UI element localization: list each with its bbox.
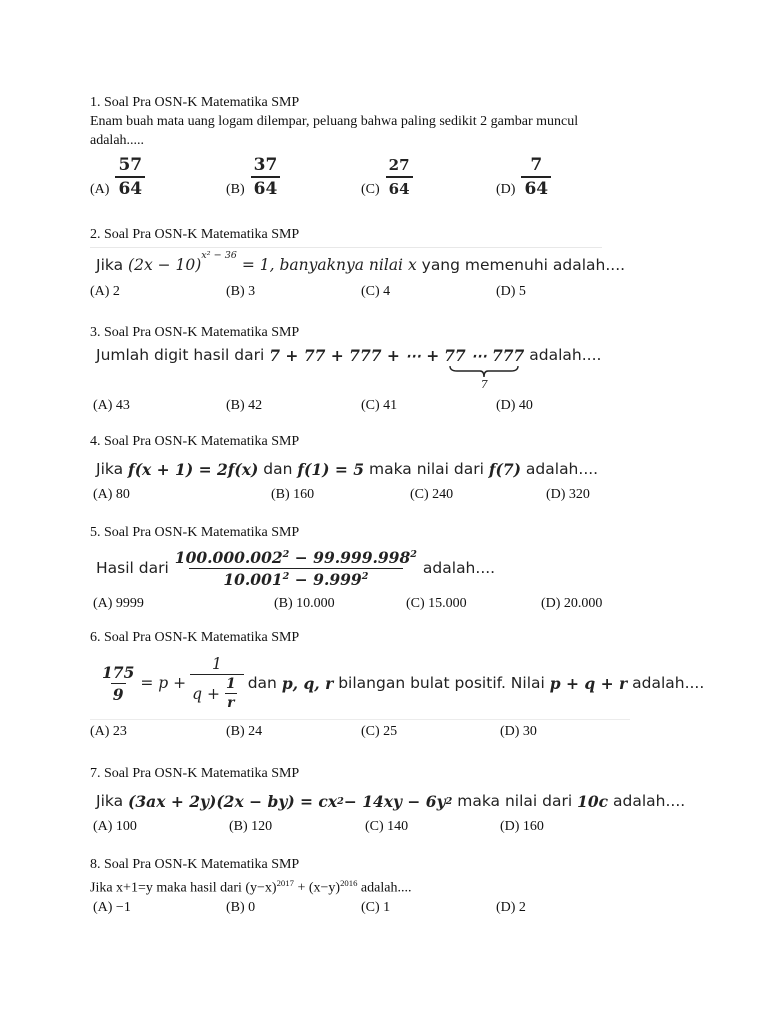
option-b: (B) 42 xyxy=(226,398,263,413)
answer-options xyxy=(90,396,650,416)
question-4 xyxy=(90,433,650,505)
option-b: (B) $\frac{37}{64}$ xyxy=(226,154,280,200)
answer-options xyxy=(90,282,650,302)
answer-options xyxy=(90,485,650,505)
option-c: (C) 15.000 xyxy=(406,596,467,611)
option-d: (D) 160 xyxy=(500,819,544,834)
option-c: (C) 25 xyxy=(361,724,398,739)
option-b: (B) 10.000 xyxy=(274,596,335,611)
question-title: 3. Soal Pra OSN-K Matematika SMP xyxy=(90,325,300,340)
underbrace xyxy=(449,365,519,379)
option-d: (D) 40 xyxy=(496,398,533,413)
option-c: (C) $\frac{27}{64}$ xyxy=(361,154,413,200)
question-1 xyxy=(90,94,650,202)
option-d: (D) $\frac{7}{64}$ xyxy=(496,154,551,200)
option-c: (C) 1 xyxy=(361,899,391,915)
option-d: (D) 30 xyxy=(500,724,537,739)
question-math: Jika (2x − 10) $^{x^2 - 36}$ = 1, banyaknya nilai x yang memenuhi adalah.... xyxy=(96,249,626,274)
question-math: Jika f(x + 1) = 2f(x) dan f(1) = 5 maka nilai dari f(7) adalah.... xyxy=(96,459,599,479)
question-math: Hasil dari $\frac{100.000.002^2 - 99.999.998^2}{10.001^2 - 9.999^2}$ adalah.... xyxy=(96,547,496,589)
question-title: 1. Soal Pra OSN-K Matematika SMP xyxy=(90,95,300,110)
option-a: (A) −1 xyxy=(93,899,131,915)
option-c: (C) 41 xyxy=(361,398,398,413)
question-7 xyxy=(90,765,686,837)
option-a: (A) 2 xyxy=(90,284,120,299)
answer-options xyxy=(90,898,650,918)
option-a: (A) $\frac{57}{64}$ xyxy=(90,154,145,200)
option-b: (B) 120 xyxy=(229,819,273,834)
question-3 xyxy=(90,324,650,416)
question-title: 2. Soal Pra OSN-K Matematika SMP xyxy=(90,227,300,242)
option-b: (B) 24 xyxy=(226,724,263,739)
option-b: (B) 3 xyxy=(226,284,256,299)
question-5 xyxy=(90,524,650,614)
question-math: $\frac{175}{9}$ = p + 1 q + $\frac{1}{r}$ dan p, q, r bilangan bulat positif. Nilai p + q + r adalah.... xyxy=(90,647,630,720)
question-math: Jumlah digit hasil dari 7 + 77 + 777 + ⋯ + 77 ⋯ 777 7 adalah.... xyxy=(96,346,602,391)
option-d: (D) 5 xyxy=(496,284,526,299)
question-title: 8. Soal Pra OSN-K Matematika SMP xyxy=(90,857,300,872)
question-8 xyxy=(90,856,650,918)
option-b: (B) 0 xyxy=(226,899,256,915)
option-d: (D) 320 xyxy=(546,487,590,502)
question-6 xyxy=(90,629,705,742)
option-a: (A) 43 xyxy=(93,398,130,413)
option-a: (A) 100 xyxy=(93,819,137,834)
question-text: Enam buah mata uang logam dilempar, peluang bahwa paling sedikit 2 gambar muncul adalah..... xyxy=(90,114,579,148)
answer-options xyxy=(90,722,650,742)
option-a: (A) 9999 xyxy=(93,596,144,611)
option-a: (A) 80 xyxy=(93,487,130,502)
document-page xyxy=(90,94,705,915)
question-title: 5. Soal Pra OSN-K Matematika SMP xyxy=(90,525,300,540)
option-a: (A) 23 xyxy=(90,724,127,739)
option-c: (C) 240 xyxy=(410,487,454,502)
answer-options xyxy=(90,150,650,202)
question-text: Jika x+1=y maka hasil dari $(y-x)^{2017} + (x-y)^{2016}$ adalah.... xyxy=(90,878,412,896)
option-d: (D) 2 xyxy=(496,899,526,915)
option-b: (B) 160 xyxy=(271,487,315,502)
question-title: 6. Soal Pra OSN-K Matematika SMP xyxy=(90,630,300,645)
question-title: 7. Soal Pra OSN-K Matematika SMP xyxy=(90,766,300,781)
answer-options xyxy=(90,817,650,837)
question-title: 4. Soal Pra OSN-K Matematika SMP xyxy=(90,434,300,449)
question-math: Jika (3ax + 2y)(2x − by) = cx 2 − 14xy − 6y 2 maka nilai dari 10c adalah.... xyxy=(96,791,686,811)
question-2 xyxy=(90,226,650,302)
answer-options xyxy=(90,594,650,614)
option-c: (C) 4 xyxy=(361,284,391,299)
option-d: (D) 20.000 xyxy=(541,596,603,611)
option-c: (C) 140 xyxy=(365,819,409,834)
